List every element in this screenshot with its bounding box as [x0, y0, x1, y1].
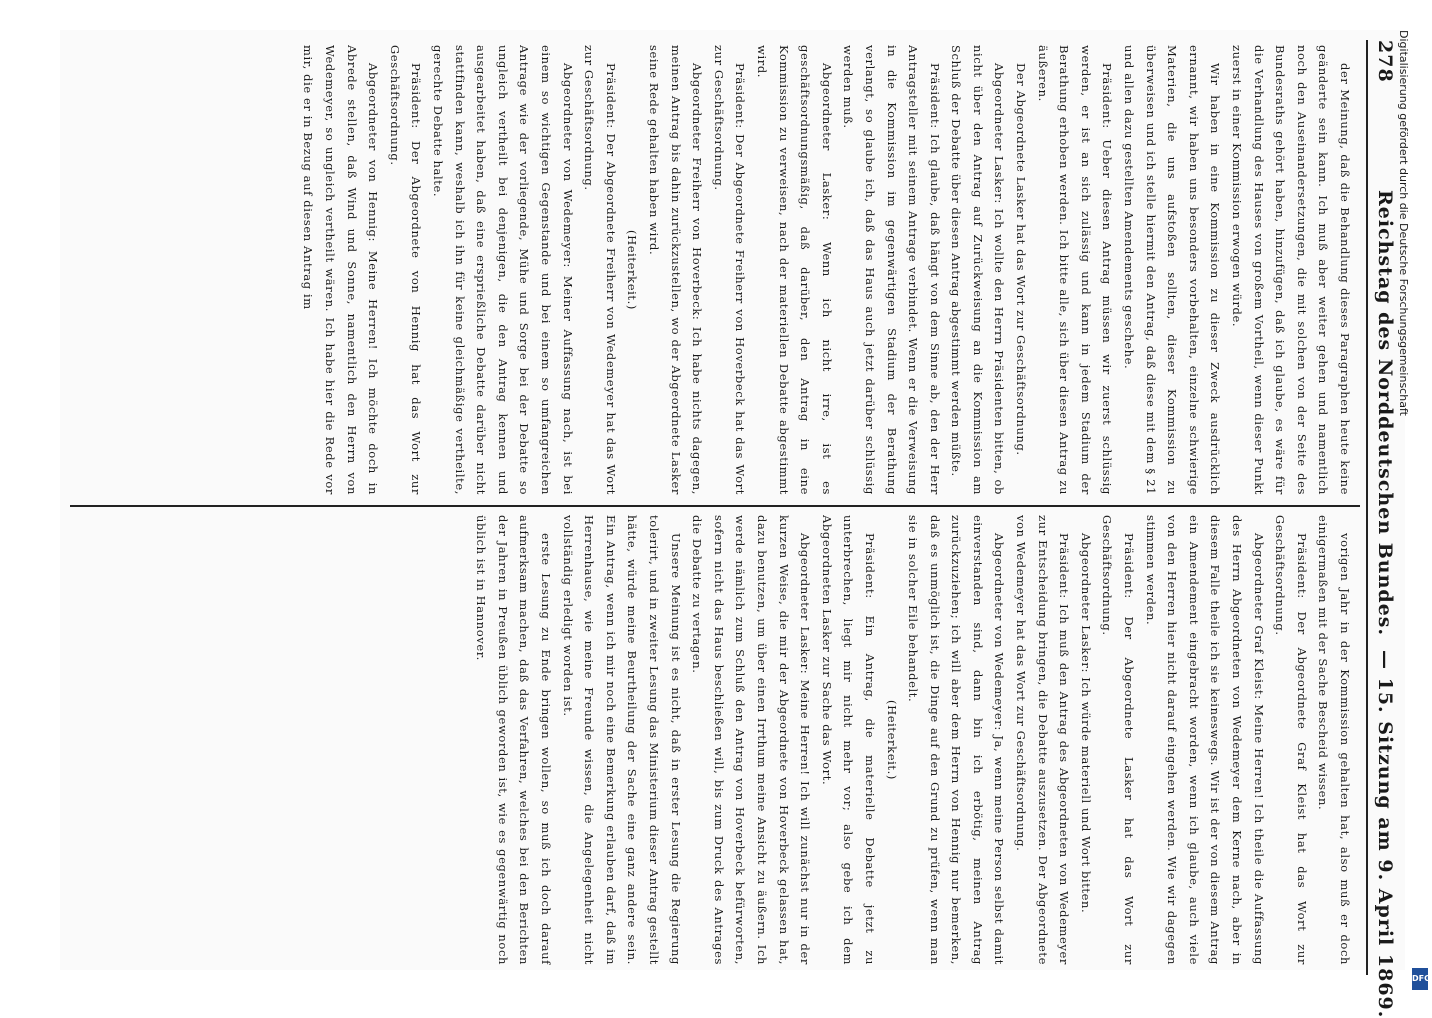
paragraph: erste Lesung zu Ende bringen wollen, so muß ich doch darauf aufmerksam machen, daß das Verfahren, welches bei den Berichten der Jahren in Preußen üblich geworden ist, wie es gegenwärtig noch üblich ist in Hannover.	[474, 515, 554, 965]
paragraph: Der Abgeordnete Lasker hat das Wort zur Geschäftsordnung.	[1014, 63, 1029, 456]
page-number: 278	[1374, 40, 1396, 83]
page-title: Reichstag des Norddeutschen Bundes.	[1374, 190, 1396, 637]
paragraph: Präsident: Der Abgeordnete von Hennig hat das Wort zur Geschäftsordnung.	[387, 45, 424, 495]
paragraph: Präsident: Ich muß den Antrag des Abgeordneten von Wedemeyer zur Entscheidung bringen, die Debatte auszusetzen. Der Abgeordnete von Wedemeyer hat das Wort zur Geschäftsordnung.	[1014, 515, 1072, 965]
paragraph: Wir haben in eine Kommission zu dieser Zweck ausdrücklich ernannt, wir haben uns besonders vorbehalten, einzelne schwierige Materien, die uns aufstoßen sollten, dieser Kommission zu überweisen und ich stelle hiermit den Antrag, daß diese mit dem § 21 und allen dazu gestellten Amendements geschehe.	[1122, 45, 1223, 495]
paragraph: Präsident: Ein Antrag, die materielle Debatte jetzt zu unterbrechen, liegt mir nicht mehr vor; also gebe ich dem Abgeordneten Lasker zur Sache das Wort.	[819, 515, 877, 965]
paragraph: Abgeordneter von Wedemeyer: Ja, wenn meine Person selbst damit einverstanden sind, dann bin ich erbötig, meinen Antrag zurückzuziehen; ich will aber dem Herrn von Hennig nur bemerken, daß es unmöglich ist, die Dinge auf den Grund zu prüfen, wenn man sie in solcher Eile behandelt.	[906, 515, 1007, 965]
paragraph: Präsident: Der Abgeordnete Graf Kleist hat das Wort zur Geschäftsordnung.	[1273, 515, 1309, 965]
paragraph: Präsident: Der Abgeordnete Freiherr von Hoverbeck hat das Wort zur Geschäftsordnung.	[711, 45, 748, 495]
paragraph: Abgeordneter von Hennig: Meine Herren! Ich möchte doch in Abrede stellen, daß Wind und Sonne, namentlich den Herrn von Wedemeyer, so ungleich vertheilt wären. Ich habe hier die Rede vor mir, die er in Bezug auf diesen Antrag im	[301, 45, 381, 495]
column-divider	[70, 505, 1360, 507]
paragraph: Unsere Meinung ist es nicht, daß in erster Lesung die Regierung tolerirt, und in zweiter Lesung das Ministerium dieser Antrag gestellt hätte, würde meine Beurtheilung der Sache eine ganz andere sein. Ein Antrag, wenn ich mir noch eine Bemerkung erlauben darf, daß im Herrenhause, wie meine Freunde wissen, die Angelegenheit nicht vollständig erledigt worden ist.	[560, 515, 683, 965]
paragraph: Abgeordneter Graf Kleist: Meine Herren! Ich theile die Auffassung des Herrn Abgeordneten von Wedemeyer dem Kerne nach, aber in diesem Falle theile ich sie keineswegs. Wir ist der von diesem Antrag ein Amendement eingebracht worden, wenn ich glaube, auch viele von den Herren hier nicht darauf eingehen werden. Wie wir dagegen stimmen werden.	[1143, 515, 1266, 965]
paragraph: Abgeordneter Lasker: Ich würde materiell und Wort bitten.	[1078, 533, 1093, 914]
paragraph: Abgeordneter Lasker: Meine Herren! Ich will zunächst nur in der kurzen Weise, die mir der Abgeordnete von Hoverbeck gelassen hat, dazu benutzen, um über einen Irrthum meine Ansicht zu äußern. Ich werde nämlich zum Schluß den Antrag von Hoverbeck befürworten, sofern nicht das Haus beschließen will, bis zum Druck des Antrages die Debatte zu vertagen.	[690, 515, 813, 965]
dfg-logo: DFG	[1412, 968, 1428, 990]
paragraph: Präsident: Ich glaube, daß hängt von dem Sinne ab, den der Herr Antragsteller mit seinem Antrage verbindet. Wenn er die Verweisung in die Kommission im gegenwärtigen Stadium der Berathung verlangt, so glaube ich, daß das Haus auch jetzt darüber schlüssig werden muß.	[841, 45, 942, 495]
paragraph: Präsident: Der Abgeordnete Lasker hat das Wort zur Geschäftsordnung.	[1100, 515, 1137, 965]
text-column-right	[70, 515, 1355, 965]
paragraph: Abgeordneter Freiherr von Hoverbeck: Ich habe nichts dagegen, meinen Antrag bis dahin zurückzustellen, wo der Abgeordnete Lasker seine Rede gehalten haben wird.	[647, 45, 705, 495]
paragraph: Präsident: Der Abgeordnete Freiherr von Wedemeyer hat das Wort zur Geschäftsordnung.	[582, 45, 618, 495]
scan-margin	[0, 0, 60, 1000]
interjection: (Heiterkeit.)	[884, 700, 899, 780]
paragraph: vorigen Jahr in der Kommission gehalten hat, also muß er doch einigermaßen mit der Sache Bescheid wissen.	[1316, 515, 1352, 965]
paragraph: Abgeordneter von Wedemeyer: Meiner Auffassung nach, ist bei einem so wichtigen Gegenstande und bei einem so umfangreichen Antrage wie der vorliegende, Mühe und Sorge bei der Debatte so ungleich vertheilt bei denjenigen, die den Antrag kennen und ausgearbeitet haben, daß eine ersprießliche Debatte darüber nicht stattfinden kann, weshalb ich ihn für keine gleichmäßige vertheilte, gerechte Debatte halte.	[431, 45, 575, 495]
interjection: (Heiterkeit.)	[625, 230, 640, 310]
digitization-credit: Digitalisierung gefördert durch die Deutsche Forschungsgemeinschaft	[1397, 30, 1410, 416]
paragraph: Abgeordneter Lasker: Ich wollte den Herrn Präsidenten bitten, ob nicht über den Antrag auf Zurückweisung an die Kommission am Schluß der Debatte über diesen Antrag abgestimmt werden müßte.	[949, 45, 1007, 495]
session-date: — 15. Sitzung am 9. April 1869.	[1374, 650, 1396, 1018]
text-column-left	[70, 45, 1355, 495]
header-rule	[1366, 40, 1368, 975]
paragraph: Präsident: Ueber diesen Antrag müssen wir zuerst schlüssig werden, er ist an sich zulässig und kann in jedem Stadium der Berathung erhoben werden. Ich bitte alle, sich über diesen Antrag zu äußeren.	[1035, 45, 1115, 495]
paragraph: Abgeordneter Lasker: Wenn ich nicht irre, ist es geschäftsordnungsmäßig, daß darüber, den Antrag in eine Kommission zu verweisen, nach der materiellen Debatte abgestimmt wird.	[754, 45, 834, 495]
paragraph: der Meinung, daß die Behandlung dieses Paragraphen heute keine geänderte sein kann. Ich muß aber weiter gehen und namentlich noch den Auseinandersetzungen, die mit solchen von der Seite des Bundesraths gehört haben, hinzufügen, daß ich glaube, es wäre für die Verhandlung des Hauses von großem Vortheil, wenn dieser Punkt zuerst in einer Kommission erwogen würde.	[1230, 45, 1352, 495]
